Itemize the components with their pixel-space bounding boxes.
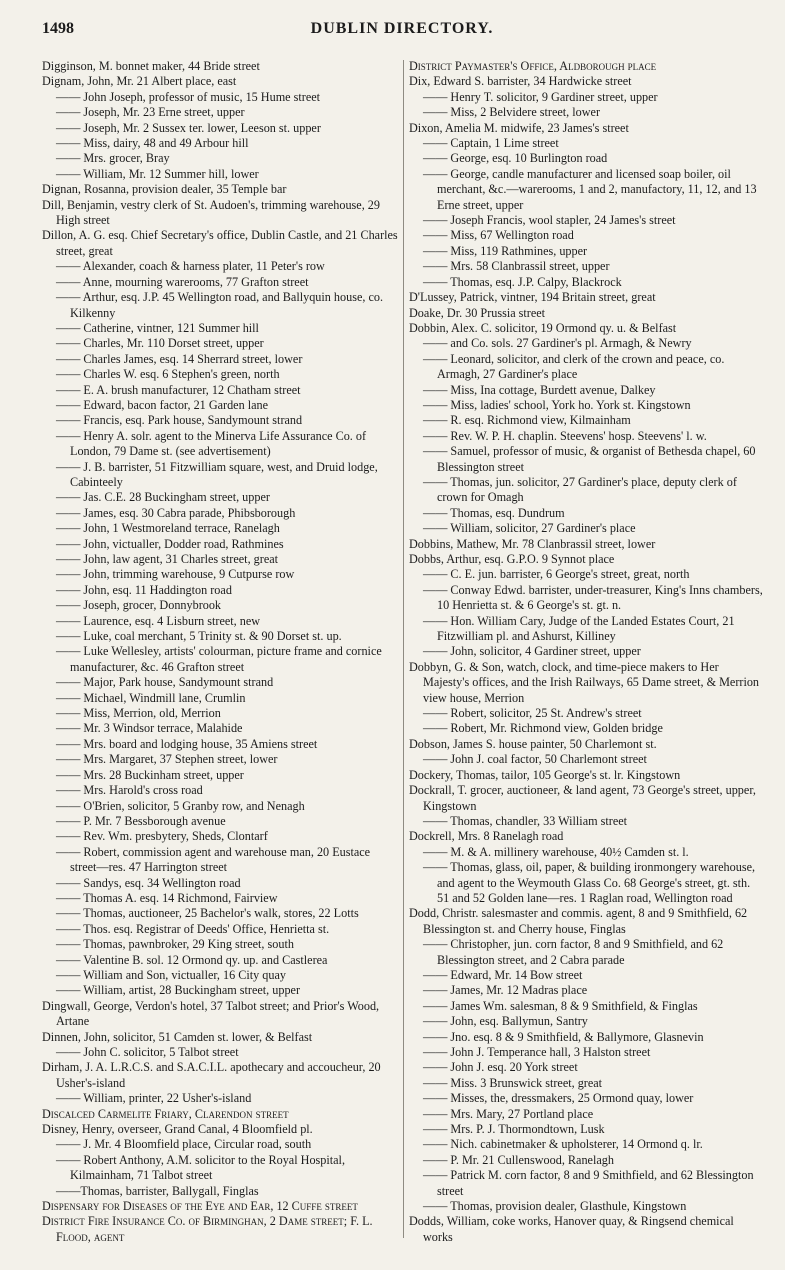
- sub-entry: —— C. E. jun. barrister, 6 George's street, great, north: [423, 567, 690, 582]
- sub-entry: —— John Joseph, professor of music, 15 Hume street: [56, 89, 321, 104]
- sub-entry: —— George, esq. 10 Burlington road: [423, 151, 608, 166]
- sub-entry: —— Luke, coal merchant, 5 Trinity st. & 90 Dorset st. up.: [56, 629, 342, 644]
- directory-entry: Dignan, Rosanna, provision dealer, 35 Temple bar: [42, 182, 287, 197]
- sub-entry: —— John, law agent, 31 Charles street, great: [56, 552, 279, 566]
- directory-entry: Dinnen, John, solicitor, 51 Camden st. lower, & Belfast: [42, 1029, 313, 1044]
- sub-entry: —— Thomas, esq. J.P. Calpy, Blackrock: [423, 274, 622, 289]
- directory-entry: D'Lussey, Patrick, vintner, 194 Britain street, great: [409, 290, 656, 305]
- directory-entry: Dill, Benjamin, vestry clerk of St. Audoen's, trimming warehouse, 29 High street: [42, 197, 380, 228]
- directory-entry: Dixon, Amelia M. midwife, 23 James's street: [409, 120, 629, 135]
- sub-entry: —— James, esq. 30 Cabra parade, Phibsborough: [56, 505, 296, 520]
- sub-entry: —— Thomas A. esq. 14 Richmond, Fairview: [56, 890, 278, 905]
- directory-entry: Dix, Edward S. barrister, 34 Hardwicke street: [409, 74, 632, 89]
- sub-entry: —— M. & A. millinery warehouse, 40½ Camden st. l.: [423, 844, 689, 859]
- sub-entry: —— Charles James, esq. 14 Sherrard street, lower: [56, 351, 303, 366]
- sub-entry: —— George, candle manufacturer and licensed soap boiler, oil merchant, &c.—warerooms, 1 and 2, manufactory, 11, 12, and 13 Erne street, upper: [423, 166, 757, 212]
- sub-entry: —— Robert Anthony, A.M. solicitor to the Royal Hospital, Kilmainham, 71 Talbot street: [56, 1152, 345, 1183]
- sub-entry: —— Captain, 1 Lime street: [423, 136, 559, 151]
- directory-entry: Dispensary for Diseases of the Eye and Ear, 12 Cuffe street: [42, 1199, 358, 1214]
- directory-entry: Dockrell, Mrs. 8 Ranelagh road: [409, 829, 564, 844]
- sub-entry: —— Christopher, jun. corn factor, 8 and 9 Smithfield, and 62 Blessington street, and 2 Cabra parade: [423, 937, 724, 967]
- sub-entry: —— Arthur, esq. J.P. 45 Wellington road, and Ballyquin house, co. Kilkenny: [56, 290, 383, 320]
- directory-entry: Dillon, A. G. esq. Chief Secretary's office, Dublin Castle, and 21 Charles street, great: [42, 228, 398, 258]
- page-number: 1498: [42, 20, 74, 37]
- directory-entry: Dobson, James S. house painter, 50 Charlemont st.: [409, 736, 657, 751]
- sub-entry: —— Joseph Francis, wool stapler, 24 James's street: [423, 213, 676, 228]
- sub-entry: —— William, artist, 28 Buckingham street, upper: [56, 983, 301, 998]
- directory-entry: Dignam, John, Mr. 21 Albert place, east: [42, 74, 237, 89]
- sub-entry: —— John, trimming warehouse, 9 Cutpurse row: [56, 567, 295, 582]
- sub-entry: —— John J. Temperance hall, 3 Halston street: [423, 1045, 651, 1059]
- sub-entry: —— Misses, the, dressmakers, 25 Ormond quay, lower: [423, 1091, 694, 1106]
- right-column: [409, 59, 764, 1245]
- sub-entry: —— and Co. sols. 27 Gardiner's pl. Armagh, & Newry: [423, 336, 692, 351]
- sub-entry: —— Thomas, pawnbroker, 29 King street, south: [56, 937, 294, 952]
- sub-entry: —— Leonard, solicitor, and clerk of the crown and peace, co. Armagh, 27 Gardiner's place: [423, 351, 725, 382]
- sub-entry: —— O'Brien, solicitor, 5 Granby row, and Nenagh: [56, 798, 305, 813]
- sub-entry: —— Robert, solicitor, 25 St. Andrew's street: [423, 706, 642, 721]
- sub-entry: —— Miss, 67 Wellington road: [423, 228, 574, 243]
- sub-entry: —— Sandys, esq. 34 Wellington road: [56, 875, 241, 890]
- sub-entry: —— Mrs. 58 Clanbrassil street, upper: [423, 259, 610, 274]
- sub-entry: —— R. esq. Richmond view, Kilmainham: [423, 413, 631, 428]
- sub-entry: —— Mrs. P. J. Thormondtown, Lusk: [423, 1122, 605, 1137]
- sub-entry: —— James Wm. salesman, 8 & 9 Smithfield, & Finglas: [423, 998, 698, 1013]
- sub-entry: —— Rev. Wm. presbytery, Sheds, Clontarf: [56, 829, 268, 844]
- sub-entry: —— Michael, Windmill lane, Crumlin: [56, 690, 246, 705]
- sub-entry: —— Nich. cabinetmaker & upholsterer, 14 Ormond q. lr.: [423, 1137, 703, 1152]
- sub-entry: —— John, solicitor, 4 Gardiner street, upper: [423, 644, 641, 659]
- sub-entry: —— Joseph, Mr. 2 Sussex ter. lower, Leeson st. upper: [56, 120, 321, 135]
- sub-entry: —— William, Mr. 12 Summer hill, lower: [56, 166, 259, 181]
- sub-entry: —— Thomas, auctioneer, 25 Bachelor's walk, stores, 22 Lotts: [56, 906, 359, 921]
- directory-entry: Dirham, J. A. L.R.C.S. and S.A.C.I.L. apothecary and accoucheur, 20 Usher's-island: [42, 1060, 381, 1090]
- sub-entry: —— Mrs. Mary, 27 Portland place: [423, 1106, 594, 1121]
- directory-entry: Dobbyn, G. & Son, watch, clock, and time-piece makers to Her Majesty's offices, and the Irish Railways, 65 Dame street, & Merrion view house, Merrion: [409, 659, 760, 705]
- directory-entry: Disney, Henry, overseer, Grand Canal, 4 Bloomfield pl.: [42, 1122, 313, 1137]
- directory-entry: Dingwall, George, Verdon's hotel, 37 Talbot street; and Prior's Wood, Artane: [42, 998, 380, 1029]
- sub-entry: —— Edward, bacon factor, 21 Garden lane: [56, 397, 269, 412]
- sub-entry: —— J. Mr. 4 Bloomfield place, Circular road, south: [56, 1137, 312, 1152]
- sub-entry: —— Miss, Merrion, old, Merrion: [56, 706, 221, 721]
- directory-entry: Discalced Carmelite Friary, Clarendon street: [42, 1106, 289, 1121]
- sub-entry: —— Charles, Mr. 110 Dorset street, upper: [56, 336, 264, 351]
- directory-entry: Dodd, Christr. salesmaster and commis. agent, 8 and 9 Smithfield, 62 Blessington st. and Cherry house, Finglas: [409, 906, 748, 936]
- sub-entry: —— Miss, ladies' school, York ho. York st. Kingstown: [423, 397, 691, 412]
- sub-entry: —— E. A. brush manufacturer, 12 Chatham street: [56, 382, 301, 397]
- sub-entry: —— Miss, 2 Belvidere street, lower: [423, 105, 601, 120]
- directory-entry: District Fire Insurance Co. of Birminghan, 2 Dame street; F. L. Flood, agent: [42, 1214, 373, 1244]
- sub-entry: —— Mrs. grocer, Bray: [56, 151, 170, 166]
- sub-entry: —— Rev. W. P. H. chaplin. Steevens' hosp. Steevens' l. w.: [423, 428, 707, 443]
- sub-entry: —— Thomas, chandler, 33 William street: [423, 813, 628, 828]
- directory-entry: District Paymaster's Office, Aldborough place: [409, 59, 657, 73]
- sub-entry: —— Thos. esq. Registrar of Deeds' Office, Henrietta st.: [56, 921, 330, 936]
- sub-entry: —— Anne, mourning warerooms, 77 Grafton street: [56, 274, 309, 289]
- sub-entry: —— Jas. C.E. 28 Buckingham street, upper: [56, 490, 270, 505]
- sub-entry: —— James, Mr. 12 Madras place: [423, 983, 588, 998]
- sub-entry: —— Luke Wellesley, artists' colourman, picture frame and cornice manufacturer, &c. 46 Grafton street: [56, 644, 382, 674]
- directory-entry: Dockrall, T. grocer, auctioneer, & land agent, 73 George's street, upper, Kingstown: [409, 783, 756, 813]
- running-header: [42, 20, 762, 42]
- sub-entry: ——Thomas, barrister, Ballygall, Finglas: [56, 1183, 259, 1198]
- sub-entry: —— John, esq. Ballymun, Santry: [423, 1014, 588, 1029]
- sub-entry: —— Thomas, jun. solicitor, 27 Gardiner's place, deputy clerk of crown for Omagh: [423, 474, 737, 505]
- sub-entry: —— John J. esq. 20 York street: [423, 1060, 578, 1075]
- sub-entry: —— Thomas, glass, oil, paper, & building ironmongery warehouse, and agent to the Weymouth Glass Co. 68 George's street, gt. sth. 51 and 52 Golden lane—res. 1 Raglan road, Wellington road: [423, 860, 756, 905]
- directory-entry: Dobbs, Arthur, esq. G.P.O. 9 Synnot place: [409, 552, 615, 566]
- sub-entry: —— Thomas, esq. Dundrum: [423, 505, 565, 520]
- sub-entry: —— Joseph, Mr. 23 Erne street, upper: [56, 105, 245, 120]
- sub-entry: —— William, printer, 22 Usher's-island: [56, 1091, 252, 1106]
- sub-entry: —— Miss, dairy, 48 and 49 Arbour hill: [56, 136, 249, 151]
- sub-entry: —— Major, Park house, Sandymount strand: [56, 675, 274, 690]
- sub-entry: —— John, 1 Westmoreland terrace, Ranelagh: [56, 521, 280, 536]
- column-divider: [403, 60, 404, 1238]
- sub-entry: —— Joseph, grocer, Donnybrook: [56, 598, 222, 613]
- sub-entry: —— Conway Edwd. barrister, under-treasurer, King's Inns chambers, 10 Henrietta st. & 6 George's st. gt. n.: [423, 582, 763, 613]
- sub-entry: —— Henry T. solicitor, 9 Gardiner street, upper: [423, 89, 658, 104]
- directory-entry: Dockery, Thomas, tailor, 105 George's st. lr. Kingstown: [409, 767, 681, 782]
- sub-entry: —— Mrs. Harold's cross road: [56, 783, 203, 798]
- sub-entry: —— Mrs. Margaret, 37 Stephen street, lower: [56, 752, 278, 767]
- directory-entry: Digginson, M. bonnet maker, 44 Bride street: [42, 59, 260, 73]
- sub-entry: —— Patrick M. corn factor, 8 and 9 Smithfield, and 62 Blessington street: [423, 1168, 754, 1198]
- sub-entry: —— Francis, esq. Park house, Sandymount strand: [56, 413, 303, 428]
- left-column: [42, 59, 399, 1245]
- sub-entry: —— John, victualler, Dodder road, Rathmines: [56, 536, 284, 551]
- sub-entry: —— Miss, 119 Rathmines, upper: [423, 243, 588, 258]
- directory-entry: Dobbin, Alex. C. solicitor, 19 Ormond qy. u. & Belfast: [409, 320, 677, 335]
- sub-entry: —— Samuel, professor of music, & organist of Bethesda chapel, 60 Blessington street: [423, 444, 756, 474]
- sub-entry: —— P. Mr. 21 Cullenswood, Ranelagh: [423, 1152, 614, 1167]
- sub-entry: —— Alexander, coach & harness plater, 11 Peter's row: [56, 259, 325, 274]
- sub-entry: —— John J. coal factor, 50 Charlemont street: [423, 752, 647, 767]
- sub-entry: —— Thomas, provision dealer, Glasthule, Kingstown: [423, 1199, 687, 1214]
- sub-entry: —— Robert, commission agent and warehouse man, 20 Eustace street—res. 47 Harrington street: [56, 844, 371, 875]
- directory-entry: Dodds, William, coke works, Hanover quay, & Ringsend chemical works: [409, 1214, 734, 1244]
- sub-entry: —— Edward, Mr. 14 Bow street: [423, 967, 583, 982]
- sub-entry: —— John, esq. 11 Haddington road: [56, 582, 232, 597]
- sub-entry: —— Mrs. 28 Buckinham street, upper: [56, 767, 244, 782]
- sub-entry: —— Jno. esq. 8 & 9 Smithfield, & Ballymore, Glasnevin: [423, 1029, 704, 1044]
- sub-entry: —— P. Mr. 7 Bessborough avenue: [56, 813, 226, 828]
- sub-entry: —— Valentine B. sol. 12 Ormond qy. up. and Castlerea: [56, 952, 328, 967]
- sub-entry: —— William and Son, victualler, 16 City quay: [56, 967, 286, 982]
- sub-entry: —— John C. solicitor, 5 Talbot street: [56, 1045, 239, 1059]
- sub-entry: —— Henry A. solr. agent to the Minerva Life Assurance Co. of London, 79 Dame st. (see advertisement): [56, 428, 367, 459]
- sub-entry: —— Catherine, vintner, 121 Summer hill: [56, 320, 259, 335]
- sub-entry: —— Miss, Ina cottage, Burdett avenue, Dalkey: [423, 382, 656, 397]
- directory-entry: Dobbins, Mathew, Mr. 78 Clanbrassil street, lower: [409, 536, 656, 551]
- directory-entry: Doake, Dr. 30 Prussia street: [409, 305, 546, 320]
- sub-entry: —— J. B. barrister, 51 Fitzwilliam square, west, and Druid lodge, Cabinteely: [56, 459, 378, 489]
- sub-entry: —— Mrs. board and lodging house, 35 Amiens street: [56, 736, 318, 751]
- sub-entry: —— Laurence, esq. 4 Lisburn street, new: [56, 613, 261, 628]
- sub-entry: —— Miss. 3 Brunswick street, great: [423, 1075, 603, 1090]
- sub-entry: —— Mr. 3 Windsor terrace, Malahide: [56, 721, 243, 736]
- sub-entry: —— Robert, Mr. Richmond view, Golden bridge: [423, 721, 663, 736]
- sub-entry: —— Charles W. esq. 6 Stephen's green, north: [56, 367, 280, 382]
- running-title: DUBLIN DIRECTORY.: [310, 20, 494, 37]
- sub-entry: —— William, solicitor, 27 Gardiner's place: [423, 521, 636, 536]
- sub-entry: —— Hon. William Cary, Judge of the Landed Estates Court, 21 Fitzwilliam pl. and Ashurst, Killiney: [423, 613, 735, 644]
